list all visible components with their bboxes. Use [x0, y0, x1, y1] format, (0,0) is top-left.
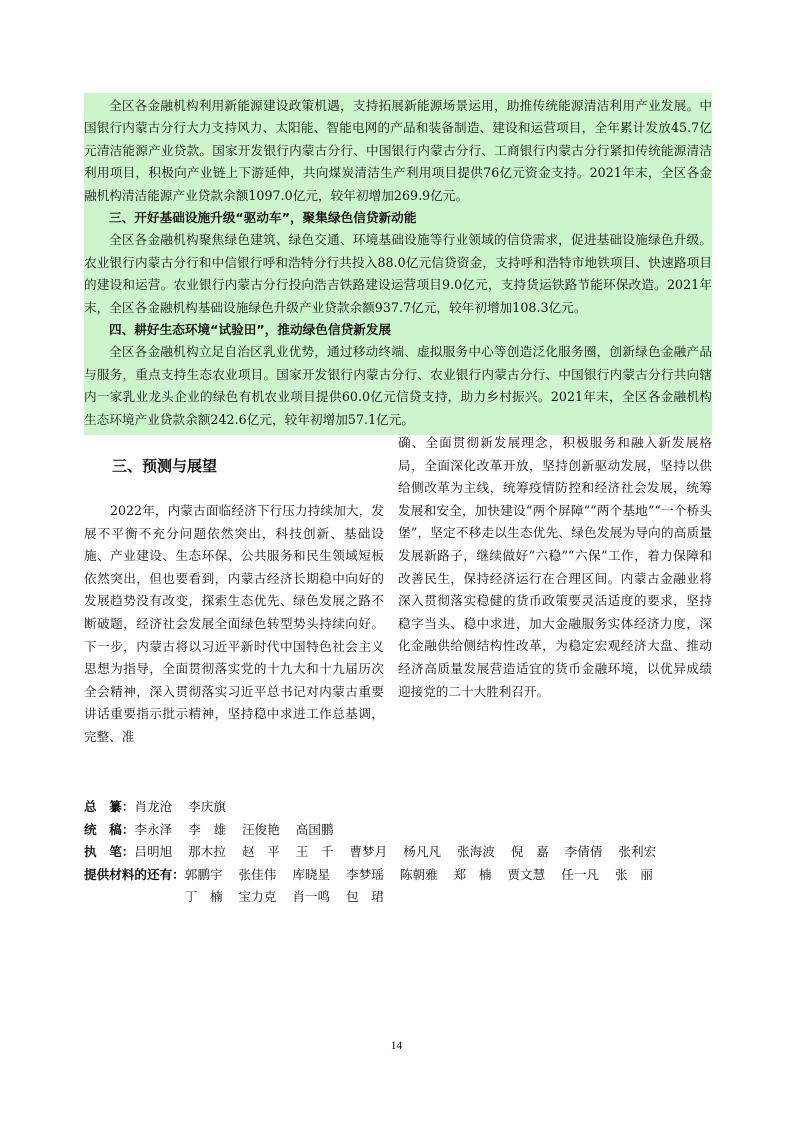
credits-chief-names [134, 796, 242, 819]
credits-contrib-row [84, 864, 724, 909]
credits-block [84, 796, 724, 909]
name: 李梦瑶 [346, 866, 384, 882]
name: 王 千 [295, 844, 334, 860]
name: 张海波 [457, 844, 495, 860]
credits-coord-names [134, 819, 349, 842]
outlook-paragraph-right: 确、全面贯彻新发展理念，积极服务和融入新发展格局，全面深化改革开放，坚持创新驱动发展，坚持以供给侧改革为主线，统筹疫情防控和经济社会发展，统筹发展和安全，加快建设“两个屏障”“两个基地”“一个桥头堡”，坚定不移走以生态优先、绿色发展为导向的高质量发展新路子，继续做好“六稳”“六保”工作，着力保障和改善民生，保持经济运行在合理区间。内蒙古金融业将深入贯彻落实稳健的货币政策要灵活适度的要求，坚持稳字当头、稳中求进，加大金融服务实体经济力度，深化金融供给侧结构性改革，为稳定宏观经济大盘、推动经济高质量发展营造适宜的货币金融环境，以优异成绩迎接党的二十大胜利召开。 [398, 435, 712, 699]
name: 丁 楠 [184, 889, 223, 905]
name: 杨凡凡 [403, 844, 442, 860]
name: 张利宏 [618, 844, 657, 860]
name: 陈朝雅 [399, 866, 438, 882]
paragraph-ecology: 全区各金融机构立足自治区乳业优势，通过移动终端、虚拟服务中心等创造泛化服务圈，创新绿色金融产品与服务，重点支持生态农业项目。国家开发银行内蒙古分行、农业银行内蒙古分行、中国银行内蒙古分行共向辖内一家乳业龙头企业的绿色有机农业项目提供60.0亿元信贷支持，助力乡村振兴。2021年末，全区各金融机构生态环境产业贷款余额242.6亿元，较年初增加57.1亿元。 [84, 344, 712, 427]
credits-writer-row [84, 841, 724, 864]
name: 包 珺 [346, 889, 384, 905]
name: 汪俊艳 [241, 821, 280, 837]
subheading-ecology: 四、耕好生态环境“试验田”，推动绿色信贷新发展 [109, 322, 392, 338]
paragraph-infrastructure: 全区各金融机构聚焦绿色建筑、绿色交通、环境基础设施等行业领域的信贷需求，促进基础设施绿色升级。农业银行内蒙古分行和中信银行呼和浩特分行共投入88.0亿元信贷资金，支持呼和浩特市地铁项目、快速路项目的建设和运营。农业银行内蒙古分行投向浩吉铁路建设运营项目9.0亿元，支持货运铁路节能环保改造。2021年末，全区各金融机构基础设施绿色升级产业贷款余额937.7亿元，较年初增加108.3亿元。 [84, 232, 712, 315]
name: 张佳伟 [238, 866, 277, 882]
name: 赵 平 [241, 844, 280, 860]
left-column [84, 452, 384, 749]
credits-writer-label: 执 笔： [84, 844, 135, 860]
name: 张 丽 [615, 866, 653, 882]
name: 任一凡 [561, 866, 599, 882]
name: 李 雄 [188, 821, 226, 837]
outlook-paragraph-left: 2022年，内蒙古面临经济下行压力持续加大，发展不平衡不充分问题依然突出，科技创新、基础设施、产业建设、生态环保、公共服务和民生领域短板依然突出，但也要看到，内蒙古经济长期稳中向好的发展趋势没有改变，探索生态优先、绿色发展之路不断破题，经济社会发展全面绿色转型势头持续向好。下一步，内蒙古将以习近平新时代中国特色社会主义思想为指导，全面贯彻落实党的十九大和十九届历次全会精神，深入贯彻落实习近平总书记对内蒙古重要讲话重要指示批示精神，坚持稳中求进工作总基调，完整、准 [84, 503, 384, 744]
page-number: 14 [390, 1040, 403, 1052]
name: 肖龙沧 [134, 799, 173, 814]
name: 那木拉 [188, 844, 226, 860]
credits-chief-label: 总 纂： [84, 799, 135, 814]
credits-writer-names [134, 841, 672, 864]
name: 倪 嘉 [510, 844, 549, 860]
name: 宝力克 [238, 889, 277, 905]
name: 库晓星 [292, 866, 331, 882]
paragraph-clean-energy: 全区各金融机构利用新能源建设政策机遇，支持拓展新能源场景运用，助推传统能源清洁利用产业发展。中国银行内蒙古分行大力支持风力、太阳能、智能电网的产品和装备制造、建设和运营项目，全年累计发放45.7亿元清洁能源产业贷款。国家开发银行内蒙古分行、中国银行内蒙古分行、工商银行内蒙古分行紧扣传统能源清洁利用项目，积极向产业链上下游延伸，共向煤炭清洁生产利用项目提供76亿元资金支持。2021年末，全区各金融机构清洁能源产业贷款余额1097.0亿元，较年初增加269.9亿元。 [84, 98, 712, 203]
subheading-infrastructure: 三、开好基础设施升级“驱动车”，聚集绿色信贷新动能 [109, 210, 417, 226]
credits-coord-row [84, 819, 724, 842]
name: 李倩倩 [564, 844, 603, 860]
name: 肖一鸣 [292, 889, 331, 905]
name: 吕明旭 [134, 844, 173, 860]
credits-contrib-names [185, 864, 685, 909]
credits-chief-row [84, 796, 724, 819]
name: 李庆旗 [188, 799, 226, 814]
highlighted-text-box [84, 93, 712, 435]
name: 高国鹏 [295, 821, 334, 837]
name: 贾文慧 [507, 866, 546, 882]
name: 郭鹏宇 [184, 866, 223, 882]
name: 曹梦月 [349, 844, 388, 860]
credits-contrib-label: 提供材料的还有： [84, 866, 185, 882]
name: 李永泽 [134, 821, 173, 837]
right-column [398, 432, 712, 703]
credits-coord-label: 统 稿： [84, 821, 135, 837]
name: 郑 楠 [453, 866, 492, 882]
section-title: 三、预测与展望 [112, 457, 218, 475]
